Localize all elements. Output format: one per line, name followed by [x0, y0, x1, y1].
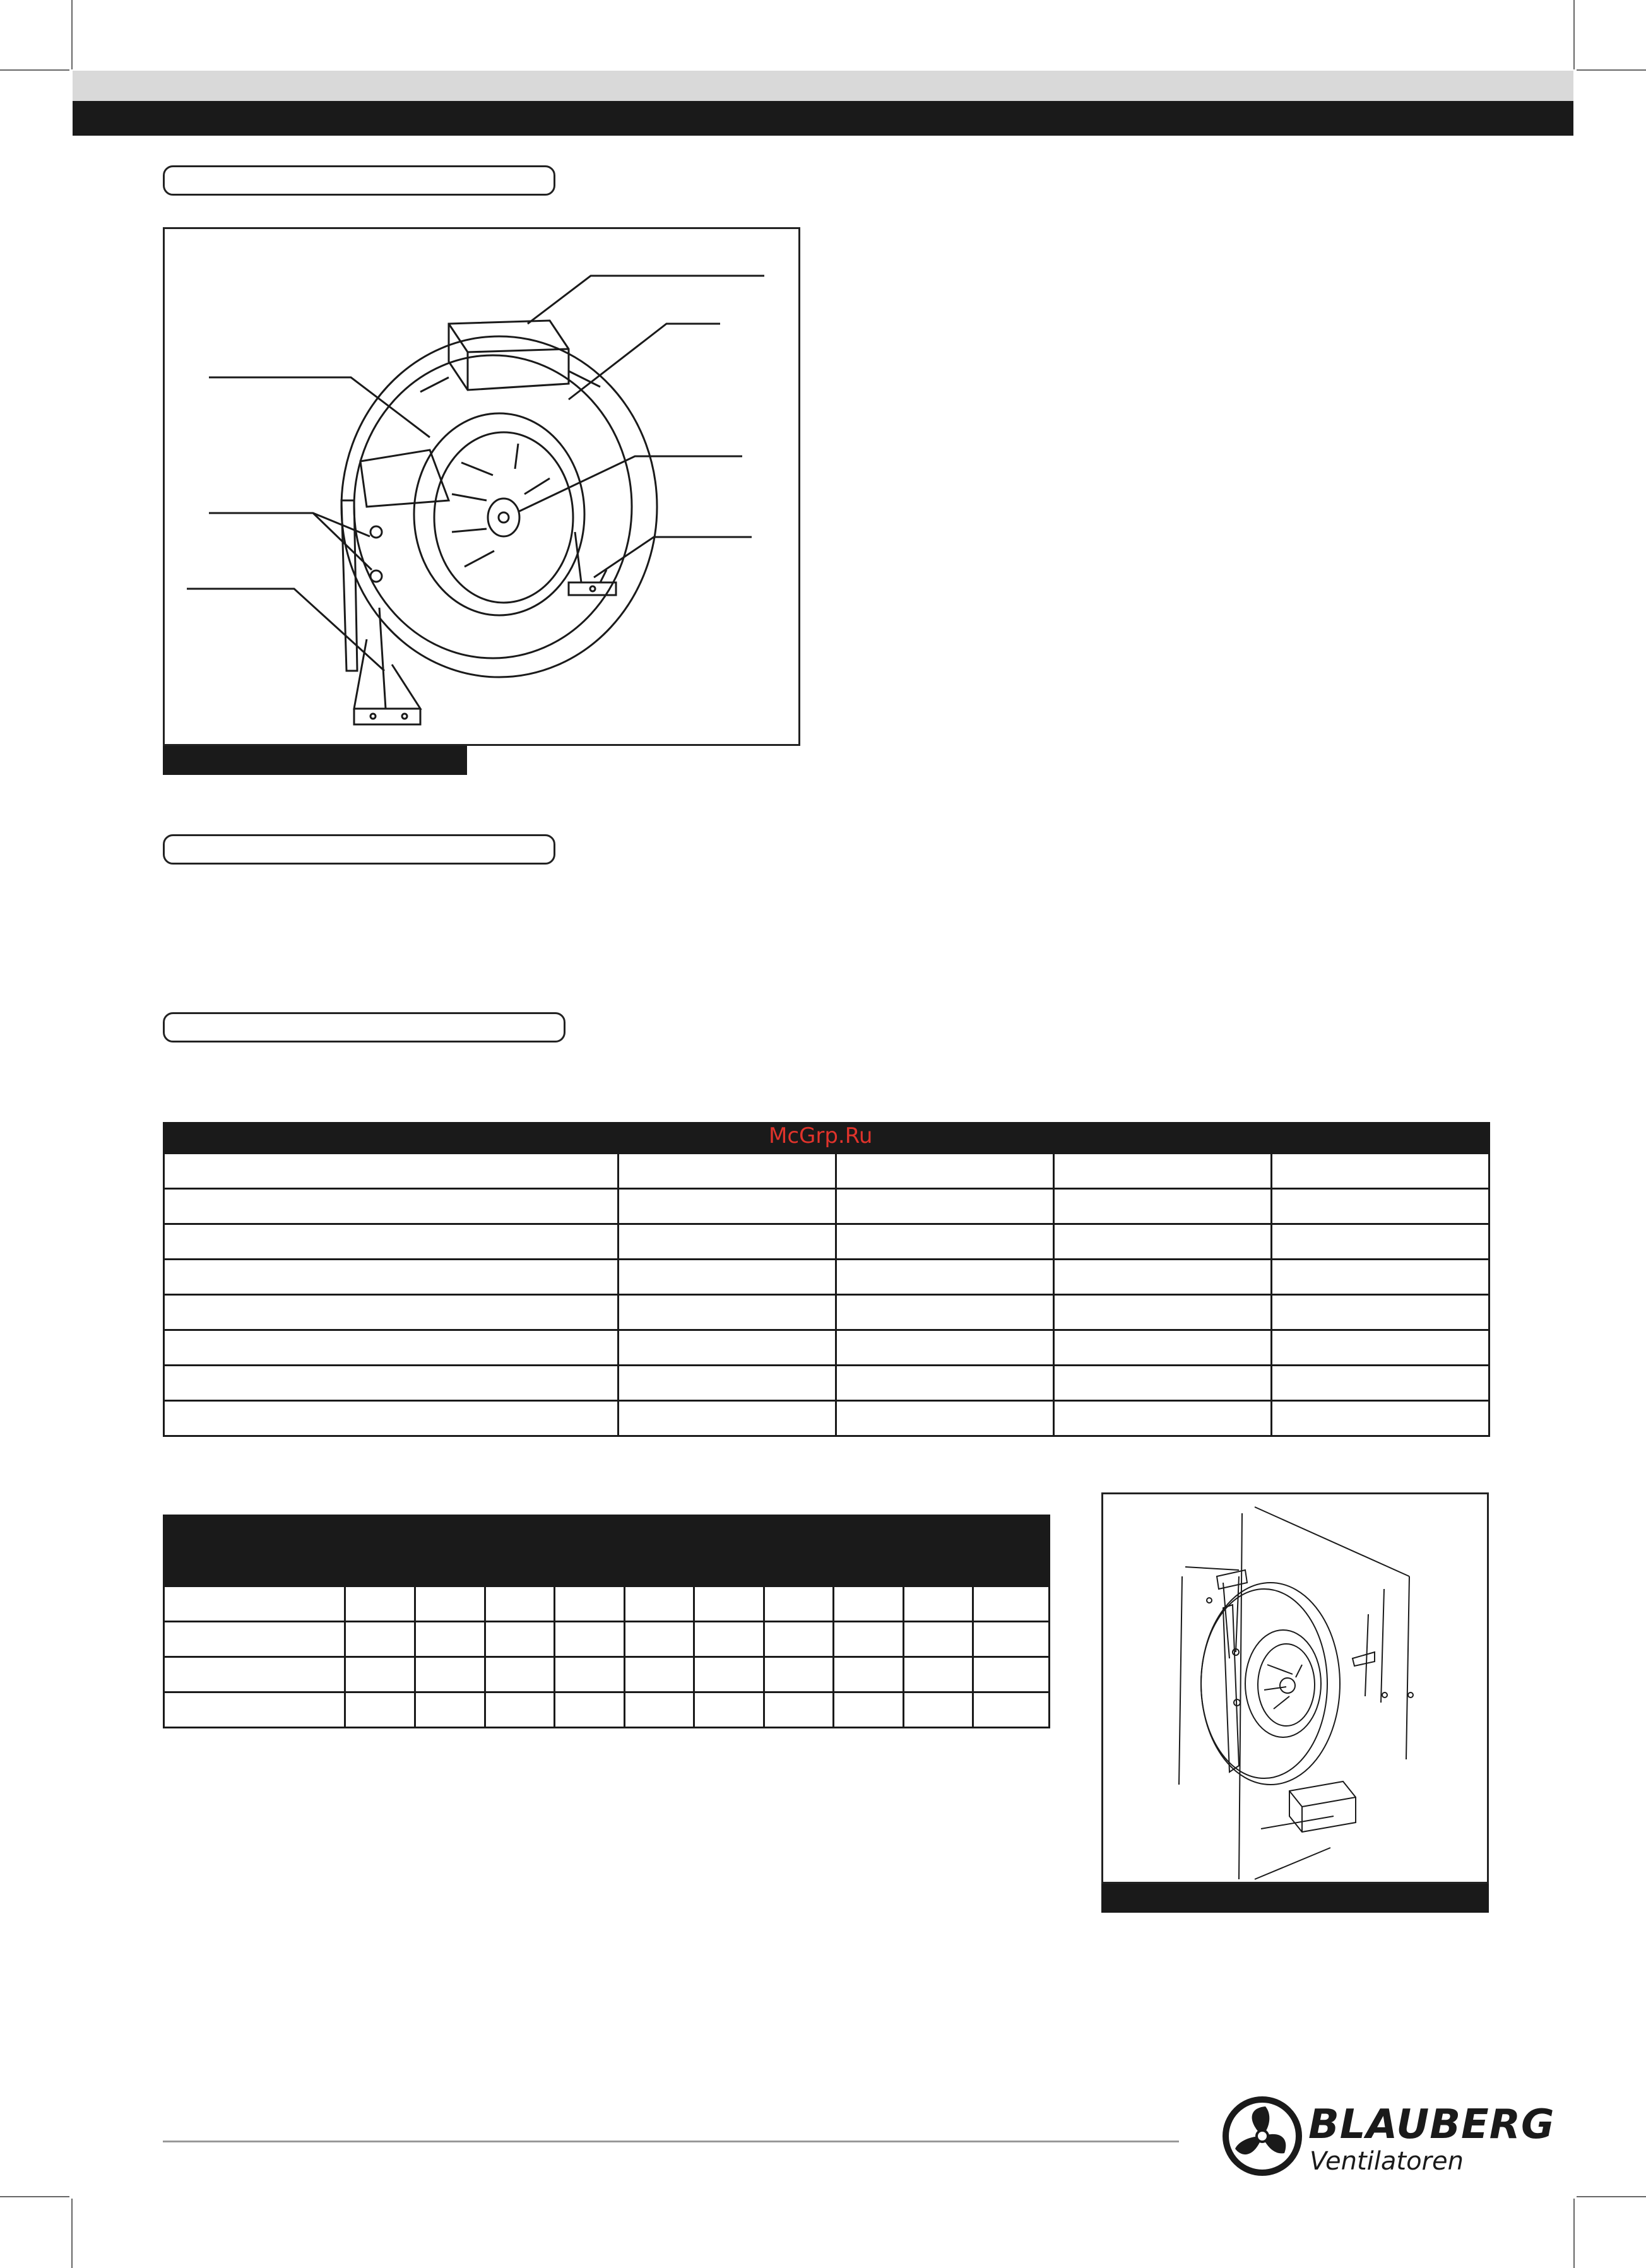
table-row: [164, 1622, 1050, 1657]
crop-mark: [0, 2196, 69, 2197]
fan-dimension-drawing: [1103, 1494, 1487, 1882]
crop-mark: [1573, 0, 1575, 69]
table-header-cell: [164, 1123, 619, 1154]
header-bar: [73, 101, 1573, 136]
table-header-cell: [1272, 1123, 1489, 1154]
crop-mark: [1573, 2199, 1575, 2268]
dimensions-table: [163, 1515, 1050, 1728]
table-row: [164, 1189, 1489, 1224]
technical-data-table: [163, 1122, 1490, 1437]
figure-caption-bar: [1101, 1884, 1489, 1913]
table-header-cell: [973, 1516, 1050, 1586]
section-heading-pill: [163, 165, 555, 196]
crop-mark: [0, 69, 69, 71]
brand-name: BLAUBERG: [1308, 2101, 1555, 2148]
table-row: [164, 1224, 1489, 1260]
crop-mark: [71, 0, 73, 69]
table-row: [164, 1330, 1489, 1366]
watermark: McGrp.Ru: [769, 1123, 873, 1149]
footer-divider: [163, 2141, 1179, 2142]
crop-mark: [71, 2199, 73, 2268]
fan-diagram-frame: [163, 227, 800, 746]
table-header-row: [164, 1516, 1050, 1551]
header-band: [73, 71, 1573, 101]
brand-subtitle: Ventilatoren: [1310, 2147, 1464, 2176]
brand-logo: [1221, 2095, 1555, 2177]
table-row: [164, 1692, 1050, 1728]
fan-assembly-drawing: [165, 229, 798, 744]
table-row: [164, 1657, 1050, 1692]
table-row: [164, 1154, 1489, 1189]
figure-caption-bar: [163, 746, 467, 775]
table-row: [164, 1295, 1489, 1330]
dimension-diagram-frame: [1101, 1492, 1489, 1884]
crop-mark: [1577, 69, 1646, 71]
table-header-cell: [345, 1516, 973, 1551]
table-row: [164, 1260, 1489, 1295]
crop-mark: [1577, 2196, 1646, 2197]
table-row: [164, 1401, 1489, 1436]
fan-logo-icon: [1221, 2095, 1303, 2177]
section-heading-pill: [163, 834, 555, 865]
table-row: [164, 1586, 1050, 1622]
table-header-cell: [164, 1516, 345, 1586]
table-header-cell: [1054, 1123, 1272, 1154]
table-row: [164, 1366, 1489, 1401]
section-heading-pill: [163, 1012, 565, 1042]
